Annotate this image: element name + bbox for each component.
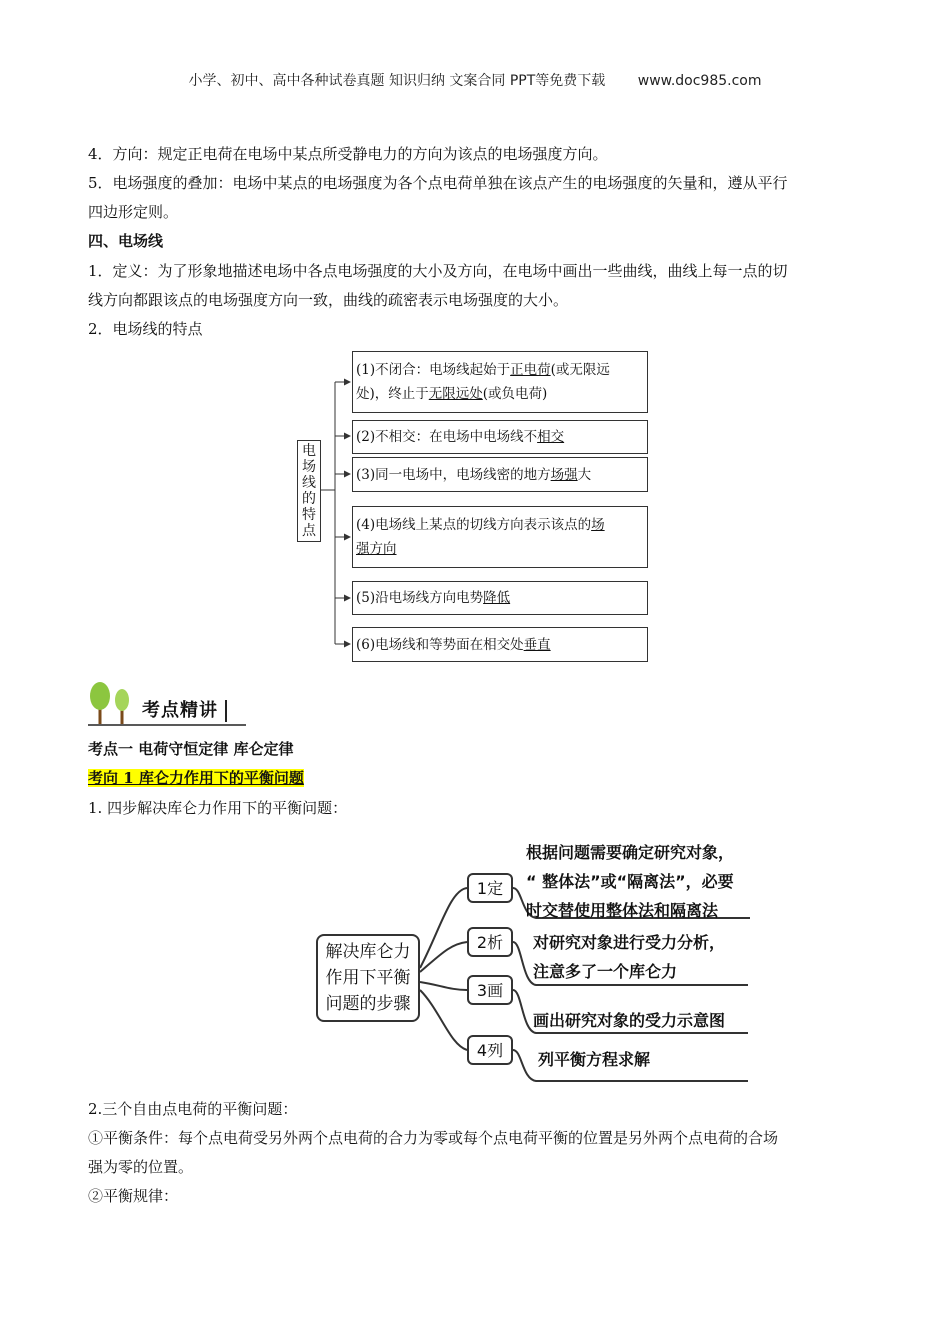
step-3-text: 画出研究对象的受力示意图: [533, 1011, 726, 1030]
para-condition-1: ①平衡条件：每个点电荷受另外两个点电荷的合力为零或每个点电荷平衡的位置是另外两个点电荷的合场: [88, 1129, 779, 1147]
step-1-text: 根据问题需要确定研究对象， “ 整体法”或“隔离法”，必要 时交替使用整体法和隔离法: [526, 843, 735, 920]
root-char: 场: [302, 459, 316, 475]
kaodian-title: 考点一 电荷守恒定律 库仑定律: [88, 740, 294, 758]
feature-box-3: (3)同一电场中，电场线密的地方 场强 大: [352, 457, 648, 492]
step-3-box: 3画: [467, 975, 513, 1005]
para-features: 2．电场线的特点: [88, 320, 203, 338]
feature-box-2: (2)不相交：在电场中电场线不 相交: [352, 420, 648, 454]
para-four-steps: 1. 四步解决库仑力作用下的平衡问题：: [88, 799, 348, 817]
feature-box-1: (1)不闭合：电场线起始于正电荷(或无限远 处)，终止于无限远处(或负电荷): [352, 351, 648, 413]
section-heading: 四、电场线: [88, 232, 164, 250]
para-three-charges: 2.三个自由点电荷的平衡问题：: [88, 1100, 298, 1118]
step-2-box: 2析: [467, 927, 513, 957]
feature-box-4: (4)电场线上某点的切线方向表示该点的场 强方向: [352, 506, 648, 568]
header-url[interactable]: www.doc985.com: [637, 73, 762, 89]
para-definition-2: 线方向都跟该点的电场强度方向一致，曲线的疏密表示电场强度的大小。: [88, 291, 569, 309]
steps-main-box: [316, 934, 420, 1022]
root-char: 特: [302, 507, 316, 523]
para-rule: ②平衡规律：: [88, 1187, 179, 1205]
feature-box-6: (6)电场线和等势面在相交处 垂直: [352, 627, 648, 662]
step-4-text: 列平衡方程求解: [538, 1050, 651, 1069]
step-2-text: 对研究对象进行受力分析， 注意多了一个库仑力: [533, 933, 726, 981]
step-1-box: 1定: [467, 873, 513, 903]
main-line: 问题的步骤: [325, 994, 411, 1014]
step-4-box: 4列: [467, 1035, 513, 1065]
root-char: 电: [302, 443, 316, 459]
header-text: 小学、初中、高中各种试卷真题 知识归纳 文案合同 PPT等免费下载: [188, 73, 606, 89]
main-line: 解决库仑力: [325, 942, 411, 962]
para-superposition-2: 四边形定则。: [88, 203, 179, 221]
root-char: 的: [302, 491, 316, 507]
feature-box-5: (5)沿电场线方向电势 降低: [352, 581, 648, 615]
para-superposition-1: 5．电场强度的叠加：电场中某点的电场强度为各个点电荷单独在该点产生的电场强度的矢量和，遵从平行: [88, 174, 788, 192]
main-line: 作用下平衡: [325, 968, 411, 988]
para-direction: 4．方向：规定正电荷在电场中某点所受静电力的方向为该点的电场强度方向。: [88, 145, 608, 163]
para-condition-2: 强为零的位置。: [88, 1158, 194, 1176]
banner-title: 考点精讲: [142, 700, 218, 721]
root-char: 点: [302, 523, 316, 539]
root-char: 线: [302, 475, 316, 491]
kaoxiang-highlight: 考向 1 库仑力作用下的平衡问题: [88, 769, 304, 787]
para-definition-1: 1．定义：为了形象地描述电场中各点电场强度的大小及方向，在电场中画出一些曲线，曲线上每一点的切: [88, 262, 788, 280]
